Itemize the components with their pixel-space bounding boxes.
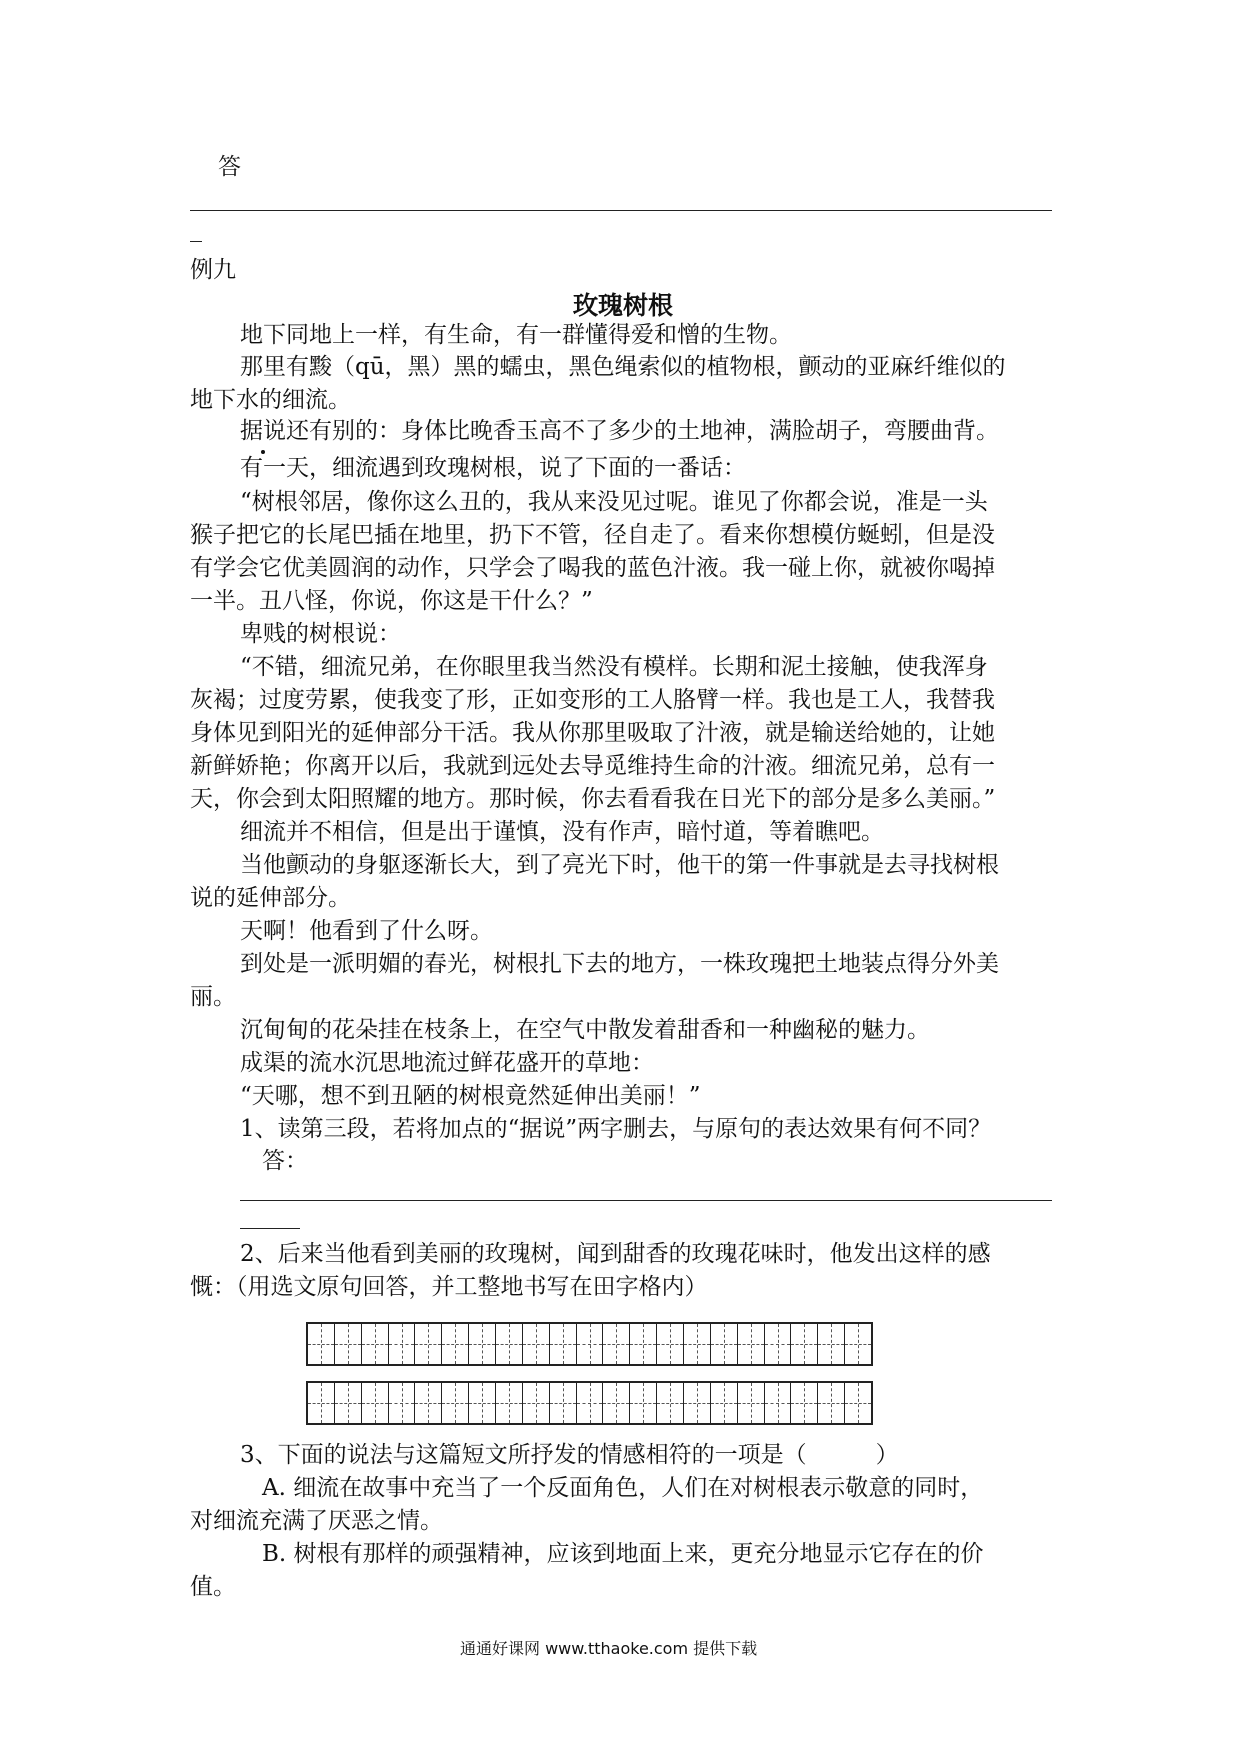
paragraph-11-line-1: 到处是一派明媚的春光，树根扎下去的地方，一株玫瑰把土地装点得分外美 <box>240 951 999 977</box>
paragraph-9-line-2: 说的延伸部分。 <box>190 885 351 911</box>
tianzige-cell[interactable] <box>335 1383 362 1423</box>
paragraph-1: 地下同地上一样，有生命，有一群懂得爱和憎的生物。 <box>240 322 792 348</box>
answer-label-top: 答 <box>218 154 241 180</box>
tianzige-cell[interactable] <box>496 1324 523 1364</box>
tianzige-row-2[interactable] <box>306 1381 873 1425</box>
tianzige-cell[interactable] <box>550 1383 577 1423</box>
tianzige-cell[interactable] <box>523 1383 550 1423</box>
question-3: 3、下面的说法与这篇短文所抒发的情感相符的一项是（ ） <box>240 1442 899 1468</box>
tianzige-cell[interactable] <box>469 1383 496 1423</box>
tianzige-cell[interactable] <box>711 1383 738 1423</box>
question-1: 1、读第三段，若将加点的“据说”两字删去，与原句的表达效果有何不同？ <box>240 1116 992 1142</box>
paragraph-4: 有一天，细流遇到玫瑰树根，说了下面的一番话： <box>240 455 746 481</box>
paragraph-7-line-3: 身体见到阳光的延伸部分干活。我从你那里吸取了汁液，就是输送给她的，让她 <box>190 720 995 746</box>
paragraph-14: “天哪，想不到丑陋的树根竟然延伸出美丽！” <box>240 1083 701 1109</box>
tianzige-cell[interactable] <box>603 1383 630 1423</box>
tianzige-cell[interactable] <box>630 1383 657 1423</box>
tianzige-cell[interactable] <box>738 1324 765 1364</box>
paragraph-7-line-1: “不错，细流兄弟，在你眼里我当然没有模样。长期和泥土接触，使我浑身 <box>240 654 988 680</box>
tianzige-cell[interactable] <box>765 1324 792 1364</box>
article-title: 玫瑰树根 <box>573 291 674 320</box>
question-1-answer-line[interactable] <box>240 1200 1052 1201</box>
footer-text: 通通好课网 www.tthaoke.com 提供下载 <box>460 1639 758 1658</box>
example-label: 例九 <box>190 257 236 283</box>
paragraph-5-line-3: 有学会它优美圆润的动作，只学会了喝我的蓝色汁液。我一碰上你，就被你喝掉 <box>190 555 995 581</box>
paragraph-5-line-4: 一半。丑八怪，你说，你这是干什么？” <box>190 588 593 614</box>
tianzige-cell[interactable] <box>577 1383 604 1423</box>
tianzige-cell[interactable] <box>362 1324 389 1364</box>
tianzige-cell[interactable] <box>684 1324 711 1364</box>
tianzige-cell[interactable] <box>603 1324 630 1364</box>
paragraph-13: 成渠的流水沉思地流过鲜花盛开的草地： <box>240 1050 654 1076</box>
emphasized-word-jushuo: 据说 <box>240 418 286 444</box>
paragraph-7-line-2: 灰褐；过度劳累，使我变了形，正如变形的工人胳臂一样。我也是工人，我替我 <box>190 687 995 713</box>
paragraph-6: 卑贱的树根说： <box>240 621 401 647</box>
tianzige-cell[interactable] <box>415 1324 442 1364</box>
paragraph-7-line-5: 天，你会到太阳照耀的地方。那时候，你去看看我在日光下的部分是多么美丽。” <box>190 786 996 812</box>
paragraph-7-line-4: 新鲜娇艳；你离开以后，我就到远处去导觅维持生命的汁液。细流兄弟，总有一 <box>190 753 995 779</box>
tianzige-cell[interactable] <box>442 1383 469 1423</box>
tianzige-cell[interactable] <box>389 1324 416 1364</box>
answer-line-top-tail <box>190 241 202 242</box>
option-a-line-2: 对细流充满了厌恶之情。 <box>190 1508 443 1534</box>
tianzige-cell[interactable] <box>845 1383 871 1423</box>
tianzige-cell[interactable] <box>550 1324 577 1364</box>
paragraph-11-line-2: 丽。 <box>190 984 236 1010</box>
tianzige-cell[interactable] <box>738 1383 765 1423</box>
paragraph-8: 细流并不相信，但是出于谨慎，没有作声，暗忖道，等着瞧吧。 <box>240 819 884 845</box>
tianzige-cell[interactable] <box>308 1383 335 1423</box>
paragraph-12: 沉甸甸的花朵挂在枝条上，在空气中散发着甜香和一种幽秘的魅力。 <box>240 1017 930 1043</box>
tianzige-cell[interactable] <box>577 1324 604 1364</box>
tianzige-cell[interactable] <box>442 1324 469 1364</box>
tianzige-cell[interactable] <box>657 1383 684 1423</box>
tianzige-cell[interactable] <box>308 1324 335 1364</box>
paragraph-9-line-1: 当他颤动的身躯逐渐长大，到了亮光下时，他干的第一件事就是去寻找树根 <box>240 852 999 878</box>
tianzige-cell[interactable] <box>523 1324 550 1364</box>
tianzige-cell[interactable] <box>818 1383 845 1423</box>
paragraph-5-line-2: 猴子把它的长尾巴插在地里，扔下不管，径自走了。看来你想模仿蜒蚓，但是没 <box>190 522 995 548</box>
tianzige-cell[interactable] <box>791 1383 818 1423</box>
question-1-answer-line-tail[interactable] <box>240 1228 300 1229</box>
tianzige-cell[interactable] <box>630 1324 657 1364</box>
tianzige-cell[interactable] <box>362 1383 389 1423</box>
tianzige-cell[interactable] <box>818 1324 845 1364</box>
tianzige-cell[interactable] <box>469 1324 496 1364</box>
tianzige-cell[interactable] <box>684 1383 711 1423</box>
paragraph-2-line-1: 那里有黢（qū，黑）黑的蠕虫，黑色绳索似的植物根，颤动的亚麻纤维似的 <box>240 354 1006 380</box>
option-b-line-2: 值。 <box>190 1574 236 1600</box>
paragraph-5-line-1: “树根邻居，像你这么丑的，我从来没见过呢。谁见了你都会说，准是一头 <box>240 489 988 515</box>
option-a-line-1: A. 细流在故事中充当了一个反面角色，人们在对树根表示敬意的同时， <box>262 1475 984 1501</box>
paragraph-10: 天啊！他看到了什么呀。 <box>240 918 493 944</box>
question-2-line-2: 慨：（用选文原句回答，并工整地书写在田字格内） <box>190 1274 708 1300</box>
tianzige-cell[interactable] <box>765 1383 792 1423</box>
tianzige-cell[interactable] <box>389 1383 416 1423</box>
tianzige-cell[interactable] <box>845 1324 871 1364</box>
answer-line-top <box>190 210 1052 211</box>
tianzige-row-1[interactable] <box>306 1322 873 1366</box>
paragraph-3 <box>240 414 999 448</box>
tianzige-cell[interactable] <box>657 1324 684 1364</box>
tianzige-cell[interactable] <box>415 1383 442 1423</box>
question-2-line-1: 2、后来当他看到美丽的玫瑰树，闻到甜香的玫瑰花味时，他发出这样的感 <box>240 1241 991 1267</box>
tianzige-cell[interactable] <box>496 1383 523 1423</box>
paragraph-3-rest: 还有别的：身体比晚香玉高不了多少的土地神，满脸胡子，弯腰曲背。 <box>286 418 999 444</box>
tianzige-cell[interactable] <box>791 1324 818 1364</box>
tianzige-cell[interactable] <box>335 1324 362 1364</box>
tianzige-cell[interactable] <box>711 1324 738 1364</box>
paragraph-2-line-2: 地下水的细流。 <box>190 387 351 413</box>
option-b-line-1: B. 树根有那样的顽强精神，应该到地面上来，更充分地显示它存在的价 <box>262 1541 984 1567</box>
question-1-answer-label: 答： <box>262 1148 308 1174</box>
